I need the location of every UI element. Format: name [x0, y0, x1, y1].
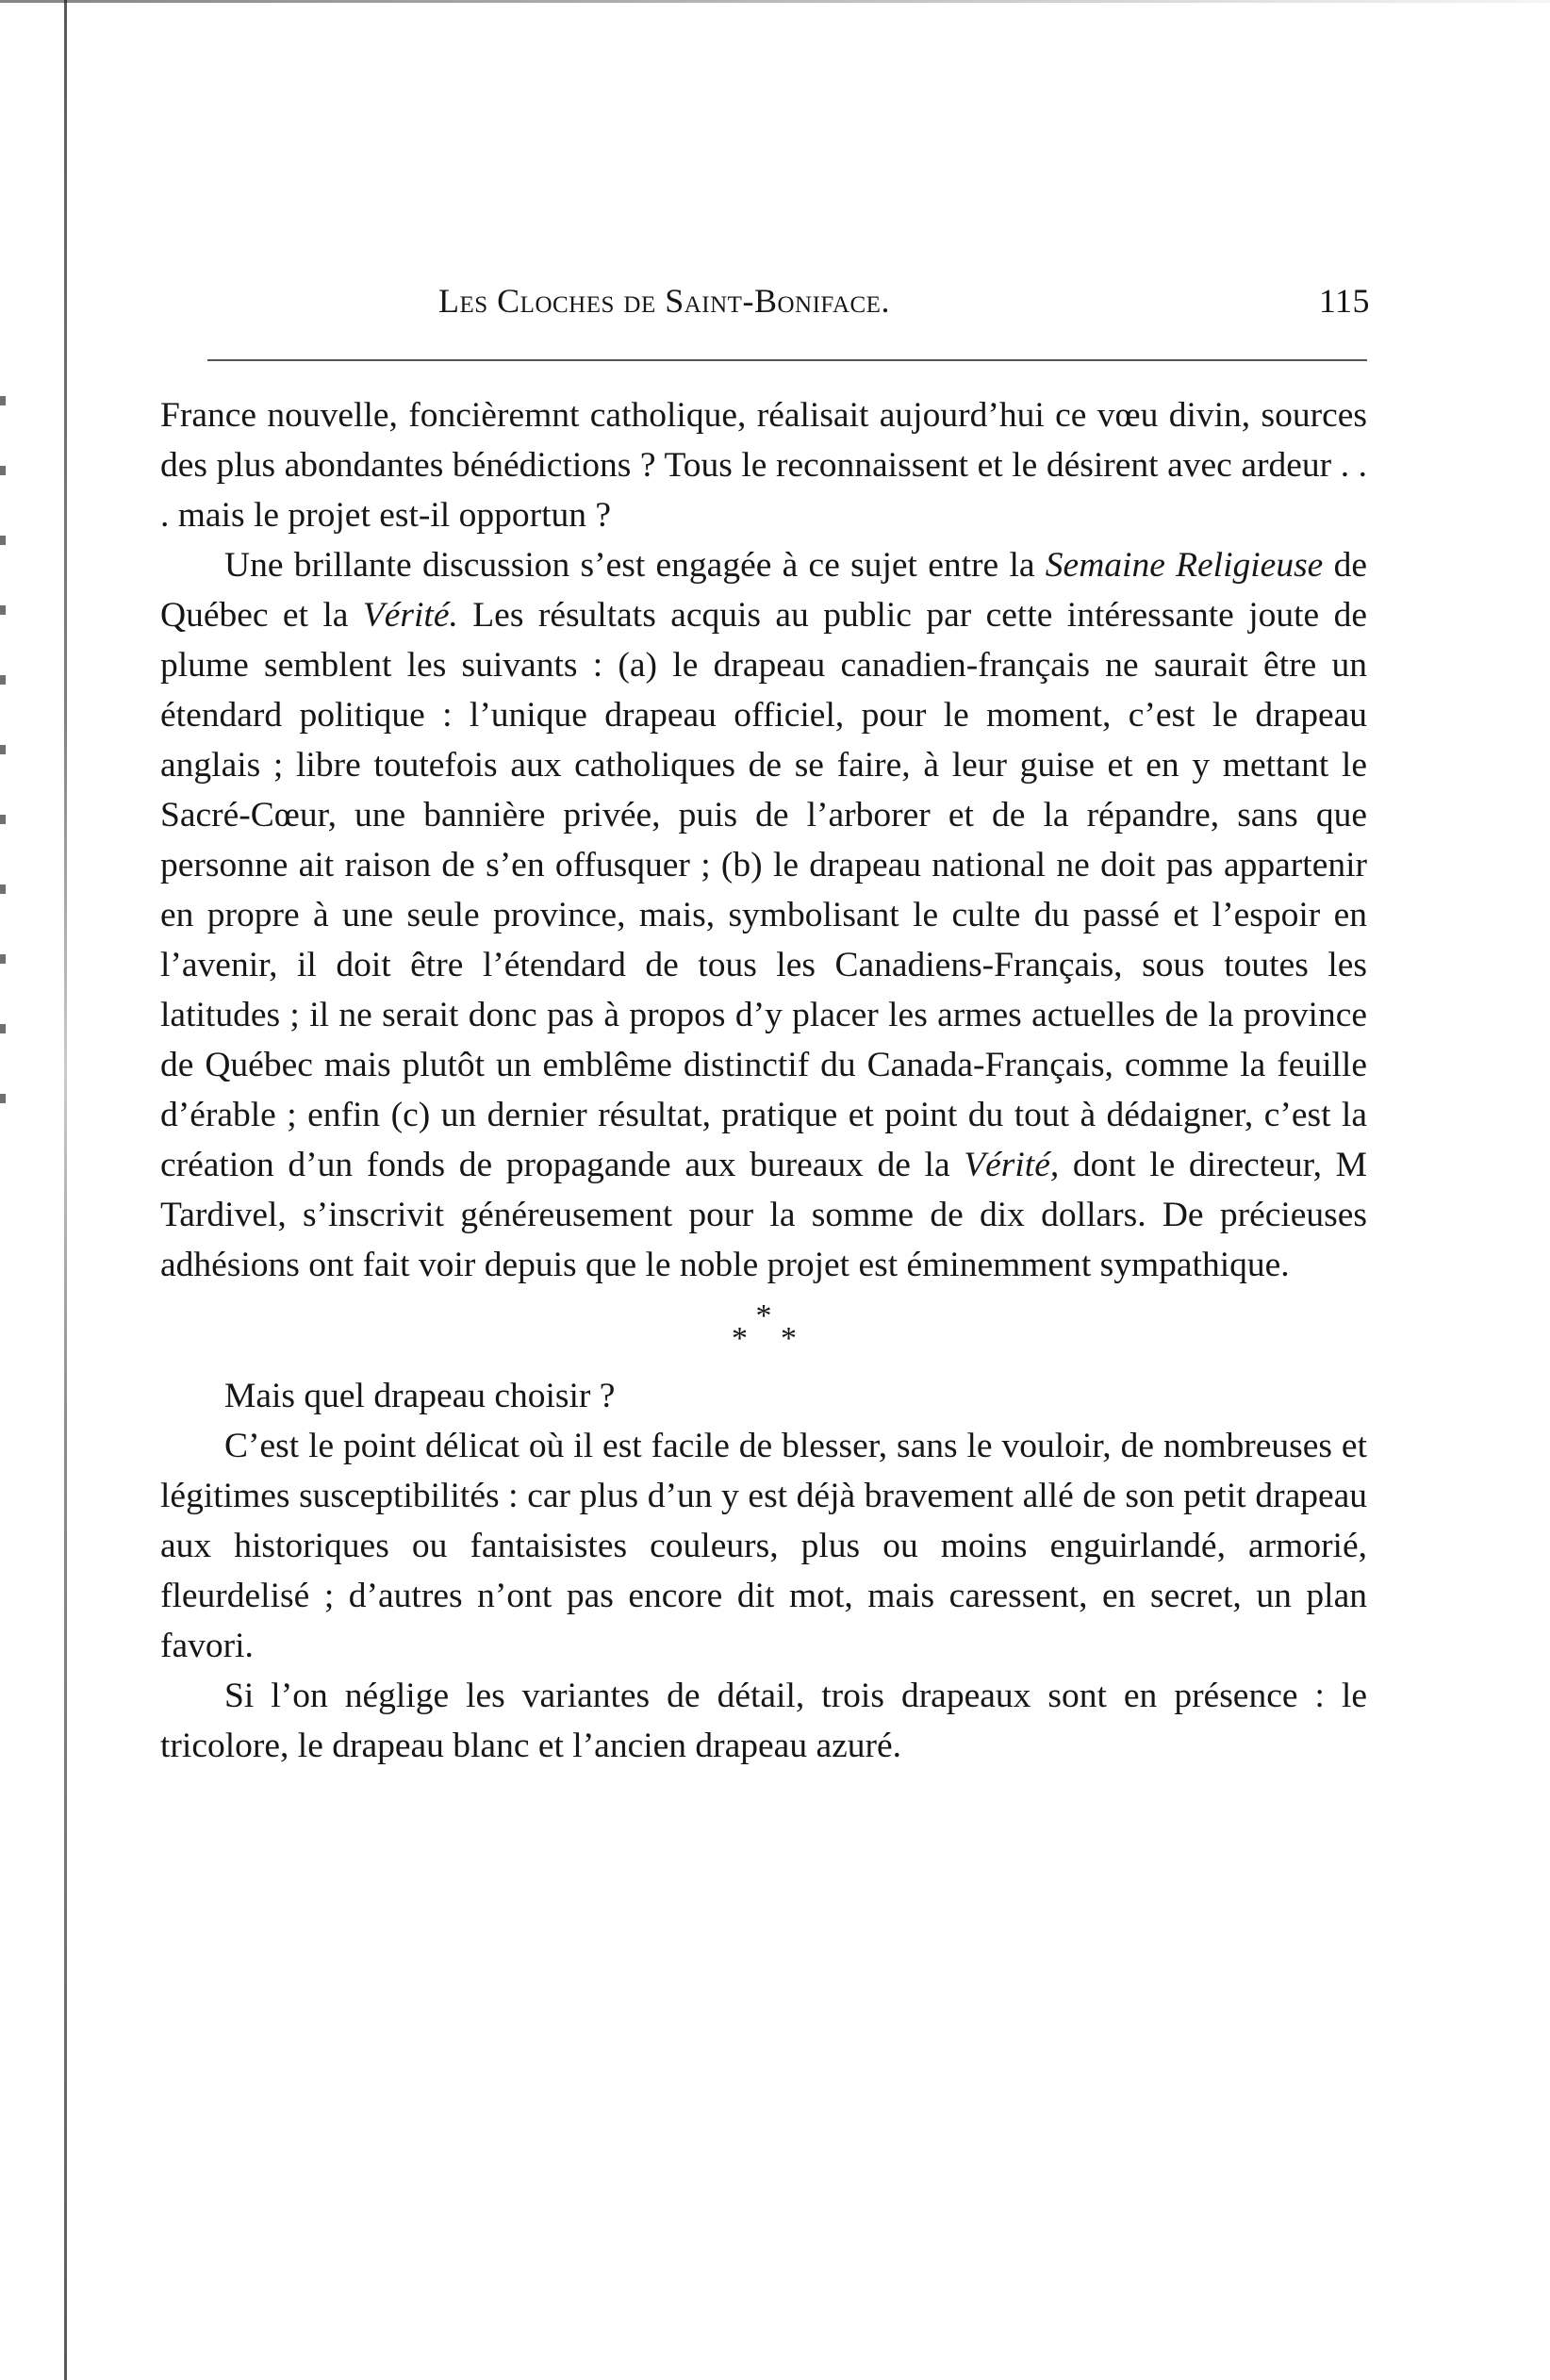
text-run: de Québec et la — [160, 546, 1367, 635]
scan-top-edge — [0, 0, 1550, 3]
text-run: France nouvelle, foncièremnt catholique, réalisait aujourd’hui ce vœu divin, sources des plus abondantes bénédictions ? Tous le reconnaissent et le désirent avec ardeur . . . mais le projet est-il opportun ? — [160, 396, 1367, 535]
paragraph-p1 — [160, 390, 1367, 540]
text-run: C’est le point délicat où il est facile de blesser, sans le vouloir, de nombreuses et légitimes susceptibilités : car plus d’un y est déjà bravement allé de son petit drapeau aux historiques ou fantaisistes couleurs, plus ou moins enguirlandé, armorié, fleurdelisé ; d’autres n’ont pas encore dit mot, mais caressent, en secret, un plan favori. — [160, 1427, 1367, 1665]
text-run: Mais quel drapeau choisir ? — [224, 1377, 616, 1415]
asterism-divider — [160, 1297, 1367, 1365]
header-rule — [207, 359, 1367, 361]
margin-bleed-marks — [0, 396, 19, 1164]
italic-title: Semaine Religieuse — [1045, 546, 1324, 585]
page-number: 115 — [1318, 282, 1370, 320]
text-run: Si l’on néglige les variantes de détail, trois drapeaux sont en présence : le tricolore, le drapeau blanc et l’ancien drapeau azuré. — [160, 1677, 1367, 1765]
running-title: Les Cloches de Saint-Boniface. — [438, 282, 890, 320]
asterism-mark: * — [755, 1298, 772, 1333]
asterism-mark: * — [732, 1321, 748, 1356]
text-run: Les résultats acquis au public par cette intéressante joute de plume semblent les suivants : (a) le drapeau canadien-français ne saurait être un étendard politique : l’unique drapeau officiel, pour le moment, c’est le drapeau anglais ; libre toutefois aux catholiques de se faire, à leur guise et en y mettant le Sacré-Cœur, une bannière privée, puis de l’arborer et de la répandre, sans que personne ait raison de s’en offusquer ; (b) le drapeau national ne doit pas appartenir en propre à une seule province, mais, symbolisant le culte du passé et l’espoir en l’avenir, il doit être l’étendard de tous les Canadiens-Français, sous toutes les latitudes ; il ne serait donc pas à propos d’y placer les armes actuelles de la province de Québec mais plutôt un emblême distinctif du Canada-Français, comme la feuille d’érable ; enfin (c) un dernier résultat, pratique et point du tout à dédaigner, c’est la création d’un fonds de propagande aux bureaux de la — [160, 596, 1368, 1184]
paragraph-p2 — [160, 540, 1367, 1290]
binding-edge — [64, 0, 67, 2380]
paragraph-p4 — [160, 1421, 1367, 1671]
asterism-mark: * — [781, 1321, 797, 1356]
italic-title: Vérité. — [362, 596, 458, 635]
italic-title: Vérité, — [964, 1146, 1060, 1184]
body-text — [160, 390, 1367, 1771]
text-run: Une brillante discussion s’est engagée à ce sujet entre la — [224, 546, 1046, 585]
running-head — [165, 281, 1370, 328]
paragraph-p5 — [160, 1671, 1367, 1771]
paragraph-p3 — [160, 1371, 1367, 1421]
text-run: dont le directeur, M Tardivel, s’inscrivit généreusement pour la somme de dix dollars. De précieuses adhésions ont fait voir depuis que le noble projet est éminemment sympathique. — [160, 1146, 1367, 1284]
